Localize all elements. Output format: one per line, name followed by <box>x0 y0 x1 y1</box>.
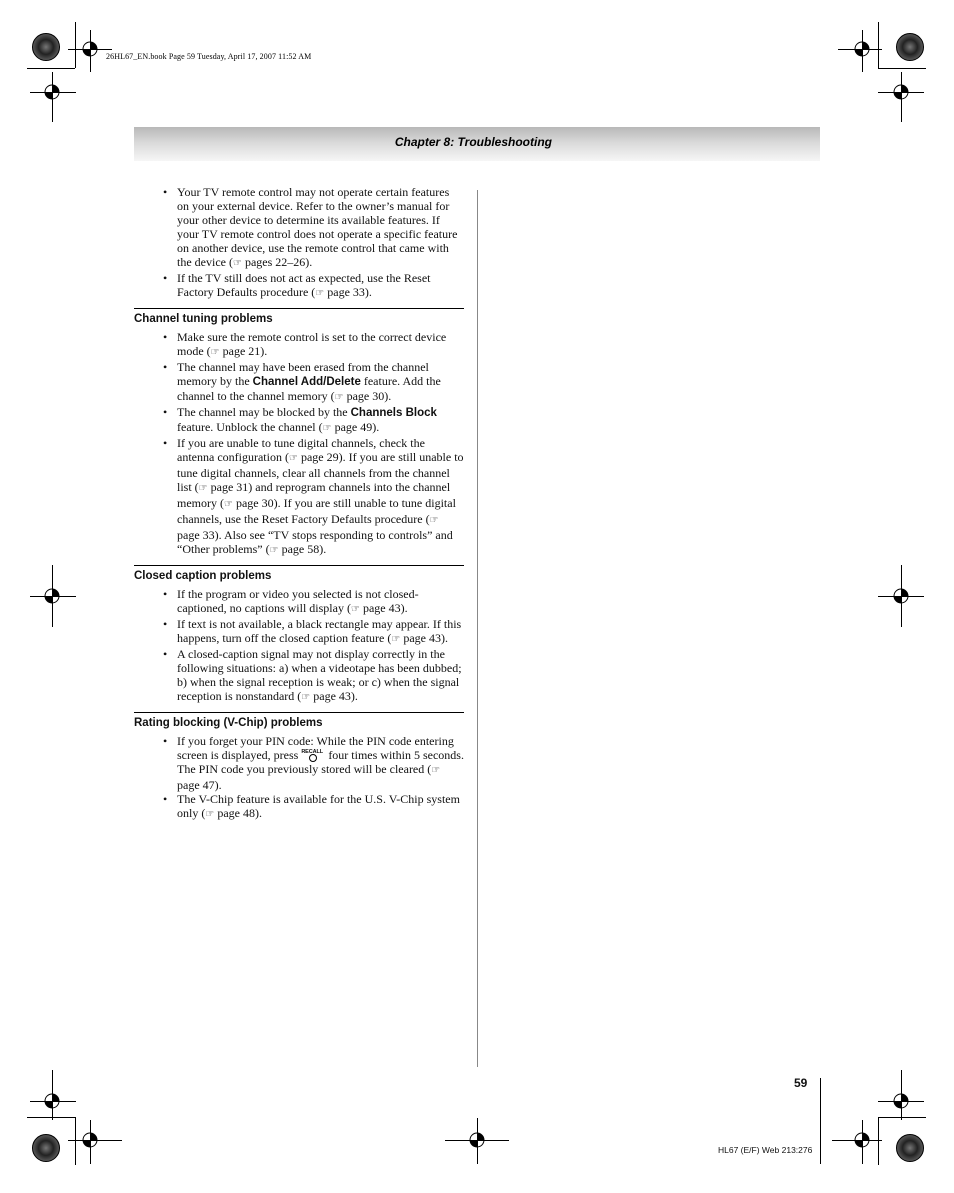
crosshair-icon <box>844 1122 880 1158</box>
item-text: page 47). <box>177 778 222 792</box>
section-rule <box>134 565 464 566</box>
list-item <box>134 647 464 705</box>
item-text: The channel may be blocked by the <box>177 405 351 419</box>
bullet: • <box>163 647 168 661</box>
item-text: page 43). <box>310 689 358 703</box>
item-text: If you forget your PIN code: While the PIN code entering screen is displayed, press <box>177 734 454 762</box>
chapter-title: Chapter 8: Troubleshooting <box>394 135 552 149</box>
page-number: 59 <box>794 1076 808 1090</box>
recall-button-icon <box>301 748 325 760</box>
page-reference-icon: ☞ <box>322 423 332 434</box>
item-text: Make sure the remote control is set to the correct device mode ( <box>177 330 447 358</box>
page-reference-icon: ☞ <box>210 347 220 358</box>
bullet: • <box>163 185 168 199</box>
list-item <box>134 792 464 822</box>
section-list <box>134 587 464 705</box>
list-item <box>134 405 464 436</box>
bullet: • <box>163 436 168 450</box>
bullet: • <box>163 330 168 344</box>
list-item <box>134 360 464 405</box>
section-rule <box>134 712 464 713</box>
page-reference-icon: ☞ <box>288 453 298 464</box>
column-divider <box>477 190 478 1067</box>
registration-disc-icon <box>32 33 60 61</box>
bullet: • <box>163 792 168 806</box>
list-item <box>134 185 464 271</box>
item-text: If the program or video you selected is not closed-captioned, no captions will display ( <box>177 587 419 615</box>
list-item <box>134 734 464 792</box>
section-rule <box>134 308 464 309</box>
list-item <box>134 271 464 301</box>
item-text: Your TV remote control may not operate certain features on your external device. Refer to the owner’s manual for your other device to determine its available features. If your TV remote control does not operate a specific feature on another device, use the remote control that came with the device ( <box>177 185 458 269</box>
button-circle-icon <box>309 754 317 762</box>
page-reference-icon: ☞ <box>429 515 439 526</box>
item-text: A closed-caption signal may not display correctly in the following situations: a) when a videotape has been dubbed; b) when the signal reception is weak; or c) when the signal reception is nonstandard ( <box>177 647 462 703</box>
item-text: page 31) and reprogram channels into the channel memory ( <box>177 480 451 510</box>
list-item <box>134 436 464 558</box>
registration-disc-icon <box>32 1134 60 1162</box>
item-text: The V-Chip feature is available for the U.S. V-Chip system only ( <box>177 792 460 820</box>
crosshair-icon <box>34 578 70 614</box>
item-text: page 49). <box>331 420 380 434</box>
page-reference-icon: ☞ <box>431 765 441 776</box>
section-heading: Channel tuning problems <box>134 313 273 325</box>
crosshair-icon <box>883 578 919 614</box>
page-reference-icon: ☞ <box>232 258 242 269</box>
intro-list <box>134 185 464 301</box>
section-heading: Closed caption problems <box>134 570 272 582</box>
section-heading: Rating blocking (V-Chip) problems <box>134 717 323 729</box>
item-text: four times within 5 seconds. The PIN code you previously stored will be cleared ( <box>177 748 464 776</box>
print-slug: 26HL67_EN.book Page 59 Tuesday, April 17, 2007 11:52 AM <box>106 52 312 61</box>
item-text: If the TV still does not act as expected, use the Reset Factory Defaults procedure ( <box>177 271 431 299</box>
bullet: • <box>163 360 168 374</box>
page-reference-icon: ☞ <box>334 392 344 403</box>
page-reference-icon: ☞ <box>269 545 279 556</box>
registration-disc-icon <box>896 33 924 61</box>
page-reference-icon: ☞ <box>205 809 215 820</box>
list-item <box>134 617 464 647</box>
crosshair-icon <box>34 1083 70 1119</box>
page-reference-icon: ☞ <box>301 692 311 703</box>
item-text: page 33). Also see “TV stops responding to controls” and “Other problems” ( <box>177 528 453 556</box>
page-reference-icon: ☞ <box>224 499 233 510</box>
crosshair-icon <box>72 1122 108 1158</box>
crosshair-icon <box>72 31 108 67</box>
menu-term: Channel Add/Delete <box>252 376 361 388</box>
item-text: page 29). If you are still unable to tune digital channels, clear all channels from the channel list ( <box>177 450 464 494</box>
item-text: If you are unable to tune digital channels, check the antenna configuration ( <box>177 436 425 464</box>
item-text: feature. Add the channel to the channel memory ( <box>177 374 441 403</box>
section-list <box>134 734 464 822</box>
item-text: page 33). <box>324 285 372 299</box>
item-text: page 30). If you are still unable to tune digital channels, use the Reset Factory Defaults procedure ( <box>177 496 456 526</box>
troubleshooting-column <box>134 185 464 822</box>
bullet: • <box>163 405 168 419</box>
item-text: The channel may have been erased from the channel memory by the <box>177 360 429 388</box>
page-reference-icon: ☞ <box>315 288 325 299</box>
bullet: • <box>163 734 168 748</box>
item-text: If text is not available, a black rectangle may appear. If this happens, turn off the closed caption feature ( <box>177 617 462 645</box>
section-list <box>134 330 464 558</box>
crosshair-icon <box>844 31 880 67</box>
list-item <box>134 587 464 617</box>
page-reference-icon: ☞ <box>350 604 360 615</box>
crosshair-icon <box>34 74 70 110</box>
chapter-banner <box>134 127 820 161</box>
recall-label: RECALL <box>301 749 324 755</box>
page-reference-icon: ☞ <box>391 634 401 645</box>
crosshair-icon <box>883 1083 919 1119</box>
item-text: page 48). <box>214 806 262 820</box>
bullet: • <box>163 271 168 285</box>
item-text: page 30). <box>343 389 392 403</box>
item-text: feature. Unblock the channel ( <box>177 420 323 434</box>
bullet: • <box>163 587 168 601</box>
crosshair-icon <box>883 74 919 110</box>
item-text: pages 22–26). <box>241 255 313 269</box>
bullet: • <box>163 617 168 631</box>
list-item <box>134 330 464 360</box>
registration-disc-icon <box>896 1134 924 1162</box>
item-text: page 43). <box>359 601 408 615</box>
sections <box>134 308 464 822</box>
footer-code: HL67 (E/F) Web 213:276 <box>718 1145 813 1155</box>
menu-term: Channels Block <box>350 407 437 419</box>
item-text: page 58). <box>278 542 327 556</box>
item-text: page 43). <box>400 631 448 645</box>
crosshair-icon <box>459 1122 495 1158</box>
page-reference-icon: ☞ <box>198 483 208 494</box>
item-text: page 21). <box>219 344 268 358</box>
